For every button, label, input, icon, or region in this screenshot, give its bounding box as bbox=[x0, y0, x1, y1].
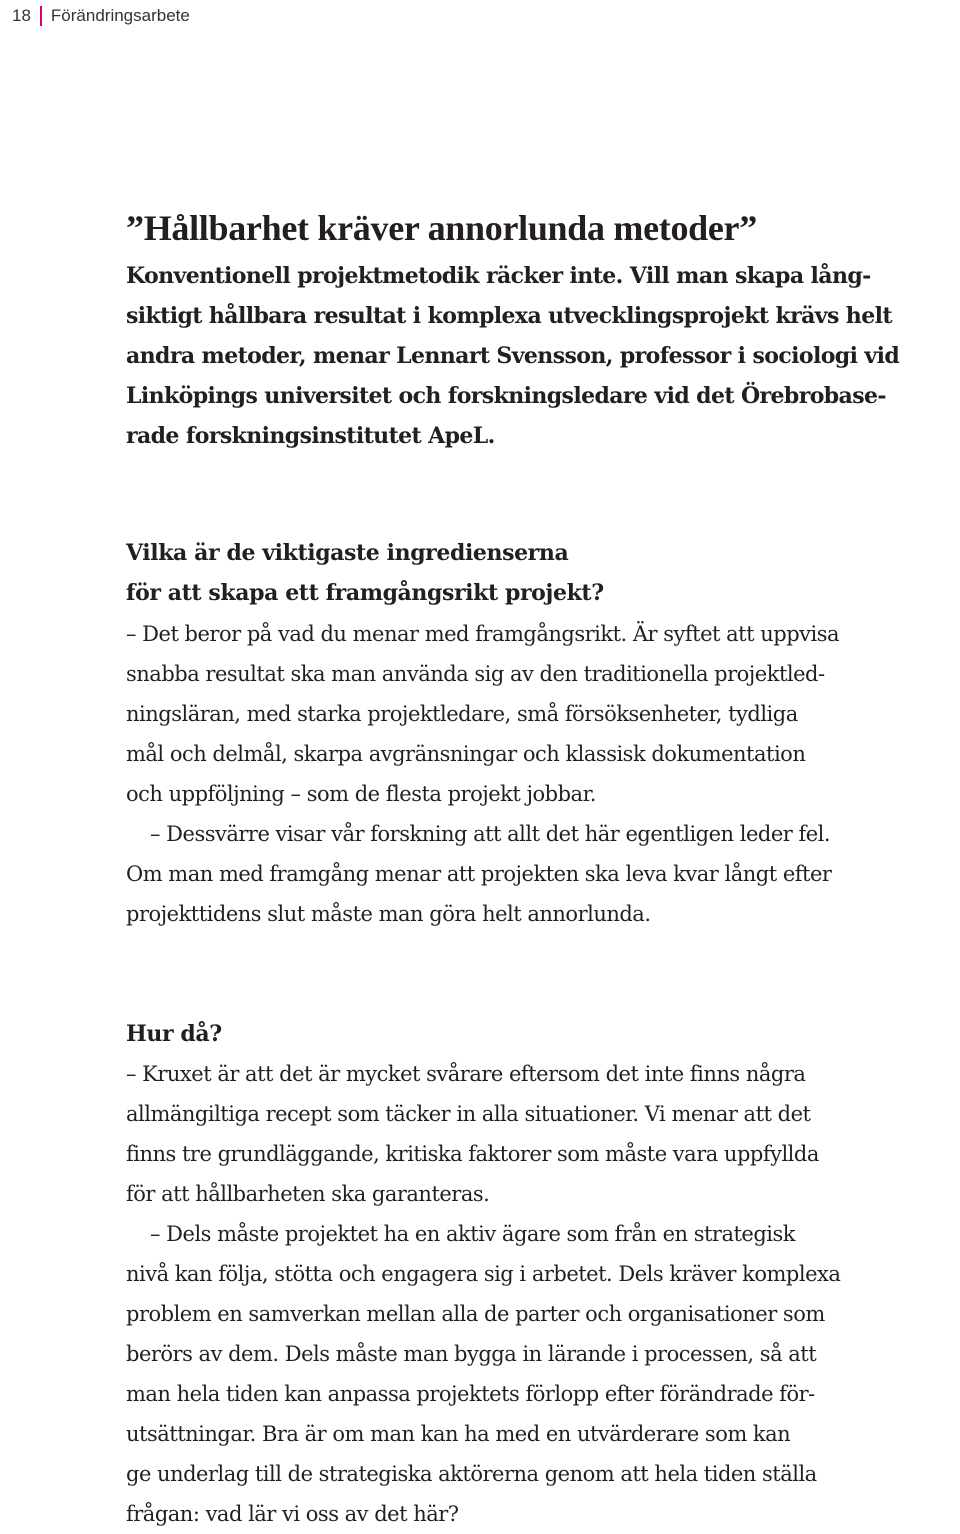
answer-1 bbox=[126, 614, 960, 934]
answer-line: Om man med framgång menar att projekten ska leva kvar långt efter bbox=[126, 862, 832, 886]
question-line: för att skapa ett framgångsrikt projekt? bbox=[126, 580, 604, 606]
ingress-line: siktigt hållbara resultat i komplexa utvecklingsprojekt krävs helt bbox=[126, 303, 892, 329]
answer-line: nivå kan följa, stötta och engagera sig i arbetet. Dels kräver komplexa bbox=[126, 1262, 841, 1286]
answer-line: – Dessvärre visar vår forskning att allt det här egentligen leder fel. bbox=[150, 822, 831, 846]
answer-line: berörs av dem. Dels måste man bygga in lärande i processen, så att bbox=[126, 1342, 817, 1366]
answer-line: och uppföljning – som de flesta projekt jobbar. bbox=[126, 782, 596, 806]
answer-line: frågan: vad lär vi oss av det här? bbox=[126, 1502, 459, 1526]
answer-line: allmängiltiga recept som täcker in alla situationer. Vi menar att det bbox=[126, 1102, 811, 1126]
question-line: Hur då? bbox=[126, 1021, 222, 1047]
ingress-line: Linköpings universitet och forskningsledare vid det Örebrobase- bbox=[126, 383, 886, 409]
ingress-line: Konventionell projektmetodik räcker inte. Vill man skapa lång- bbox=[126, 263, 871, 289]
answer-line: problem en samverkan mellan alla de parter och organisationer som bbox=[126, 1302, 825, 1326]
answer-line: mål och delmål, skarpa avgränsningar och klassisk dokumentation bbox=[126, 742, 806, 766]
ingress-line: rade forskningsinstitutet ApeL. bbox=[126, 423, 495, 449]
answer-line: utsättningar. Bra är om man kan ha med en utvärderare som kan bbox=[126, 1422, 791, 1446]
running-header bbox=[12, 4, 190, 28]
answer-2 bbox=[126, 1054, 960, 1534]
section-name: Förändringsarbete bbox=[50, 6, 190, 25]
header-divider bbox=[40, 6, 42, 26]
page-number: 18 bbox=[12, 6, 31, 25]
answer-line: – Det beror på vad du menar med framgångsrikt. Är syftet att uppvisa bbox=[126, 622, 840, 646]
answer-line: ge underlag till de strategiska aktörerna genom att hela tiden ställa bbox=[126, 1462, 817, 1486]
ingress bbox=[126, 256, 960, 456]
answer-line: finns tre grundläggande, kritiska faktorer som måste vara uppfyllda bbox=[126, 1142, 819, 1166]
answer-line: snabba resultat ska man använda sig av den traditionella projektled- bbox=[126, 662, 825, 686]
question-1 bbox=[126, 533, 604, 613]
answer-line: ningsläran, med starka projektledare, små försöksenheter, tydliga bbox=[126, 702, 798, 726]
answer-line: för att hållbarheten ska garanteras. bbox=[126, 1182, 490, 1206]
ingress-line: andra metoder, menar Lennart Svensson, professor i sociologi vid bbox=[126, 343, 900, 369]
question-line: Vilka är de viktigaste ingredienserna bbox=[126, 540, 569, 566]
answer-line: projekttidens slut måste man göra helt annorlunda. bbox=[126, 902, 651, 926]
answer-line: – Dels måste projektet ha en aktiv ägare som från en strategisk bbox=[150, 1222, 796, 1246]
question-2 bbox=[126, 1014, 222, 1054]
answer-line: man hela tiden kan anpassa projektets förlopp efter förändrade för- bbox=[126, 1382, 815, 1406]
article-title: ”Hållbarhet kräver annorlunda metoder” bbox=[126, 208, 757, 248]
answer-line: – Kruxet är att det är mycket svårare eftersom det inte finns några bbox=[126, 1062, 806, 1086]
